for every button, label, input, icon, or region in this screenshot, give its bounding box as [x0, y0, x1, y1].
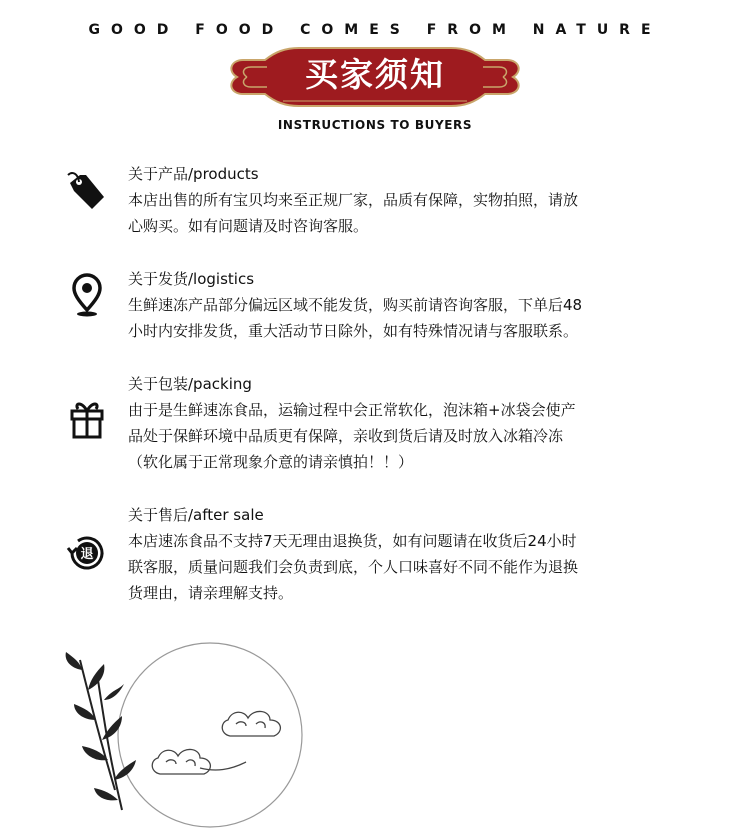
- price-tag-icon: [64, 169, 110, 215]
- section-title: 关于发货/logistics: [128, 270, 255, 288]
- section-text-line: 货理由，请亲理解支持。: [128, 584, 294, 602]
- section-text-line: 由于是生鲜速冻食品，运输过程中会正常软化，泡沫箱+冰袋会使产: [128, 401, 576, 419]
- page-title: 买家须知: [305, 55, 445, 94]
- location-pin-icon: [64, 272, 110, 318]
- section-text-line: （软化属于正常现象介意的请亲慎拍！！）: [128, 453, 414, 471]
- bamboo-decoration: [60, 640, 310, 829]
- section-text-line: 本店出售的所有宝贝均来至正规厂家，品质有保障，实物拍照，请放: [128, 191, 579, 209]
- section-title: 关于售后/after sale: [128, 506, 264, 524]
- return-icon: [64, 530, 110, 576]
- section-text-line: 小时内安排发货，重大活动节日除外，如有特殊情况请与客服联系。: [128, 322, 579, 340]
- section-text-line: 心购买。如有问题请及时咨询客服。: [128, 217, 369, 235]
- section-title: 关于包装/packing: [128, 375, 252, 393]
- section-text-line: 联客服，质量问题我们会负责到底，个人口味喜好不同不能作为退换: [128, 558, 579, 576]
- section-text-line: 生鲜速冻产品部分偏远区域不能发货，购买前请咨询客服，下单后48: [128, 296, 583, 314]
- gift-box-icon: [64, 395, 110, 441]
- return-icon-text: 退: [80, 547, 94, 562]
- tagline: GOOD FOOD COMES FROM NATURE: [88, 22, 662, 38]
- section-text-line: 本店速冻食品不支持7天无理由退换货，如有问题请在收货后24小时: [128, 532, 577, 550]
- section-text-line: 品处于保鲜环境中品质更有保障，亲收到货后请及时放入冰箱冷冻: [128, 427, 564, 445]
- section-title: 关于产品/products: [128, 165, 259, 183]
- page-subtitle: INSTRUCTIONS TO BUYERS: [277, 118, 473, 132]
